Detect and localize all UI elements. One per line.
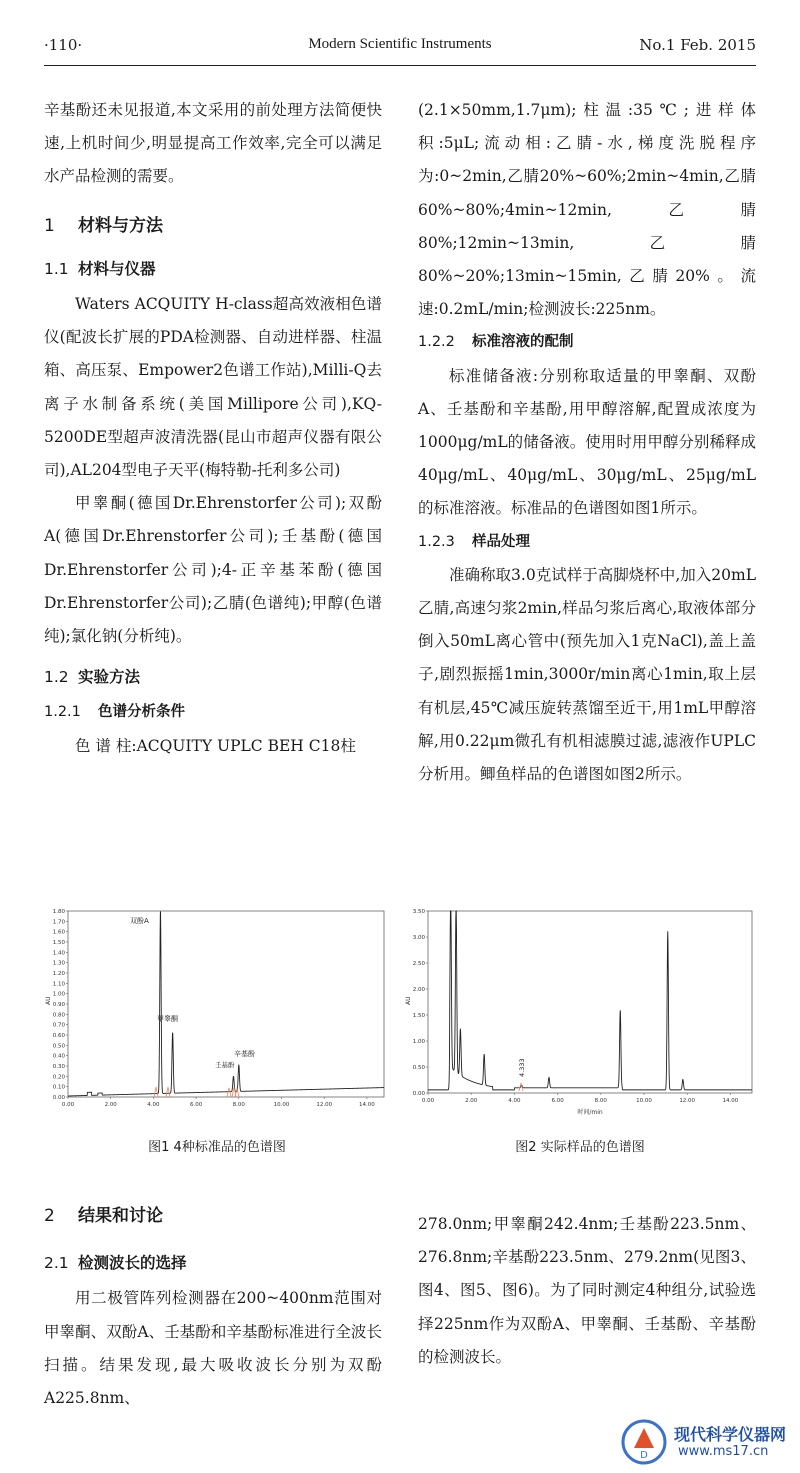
- section-2-heading: 2 结果和讨论: [44, 1206, 163, 1226]
- conditions-paragraph: (2.1×50mm,1.7μm);柱温:35℃;进样体积:5μL;流动相:乙腈-水,梯度洗脱程序为:0~2min,乙腈20%~60%;2min~4min,乙腈60%~80%;4min~12min,乙腈80%;12min~13min,乙腈80%~20%;13min~15min,乙腈20%。流速:0.2mL/min;检测波长:225nm。: [418, 101, 756, 319]
- figure-1-y-tick-label: 1.20: [52, 971, 65, 977]
- figure-1-y-tick-label: 1.50: [52, 940, 65, 946]
- figure-1-peak-label: 辛基酚: [234, 1050, 255, 1058]
- watermark-logo: [620, 1418, 668, 1466]
- figure-1-y-tick-label: 1.60: [52, 929, 65, 936]
- figure-1-peak-label: 壬基酚: [215, 1061, 235, 1069]
- issue-info: No.1 Feb. 2015: [639, 36, 756, 54]
- figure-1-x-tick-label: 0.00: [61, 1102, 75, 1108]
- watermark-name: 现代科学仪器网: [674, 1425, 787, 1444]
- figure-1-peak-label: 双酚A: [130, 917, 149, 925]
- figure-1-peak-label: 甲睾酮: [157, 1015, 178, 1023]
- figure-2-x-tick-label: 12.00: [679, 1098, 696, 1104]
- figure-2-xlabel: 时间/min: [577, 1109, 603, 1116]
- figure-1-y-tick-label: 0.40: [52, 1053, 65, 1060]
- figure-1-y-tick-label: 0.90: [52, 1002, 65, 1008]
- figure-1-y-tick-label: 1.30: [52, 960, 65, 967]
- figure-1-x-tick-label: 2.00: [104, 1102, 117, 1108]
- figure-2-y-tick-label: 2.00: [412, 987, 425, 993]
- watermark-url: www.ms17.cn: [678, 1444, 769, 1459]
- figure-1-ylabel: AU: [45, 996, 52, 1005]
- figure-2-y-tick-label: 2.50: [412, 961, 425, 967]
- figure-1-y-tick-label: 0.10: [52, 1084, 65, 1091]
- figure-2-x-tick-label: 2.00: [465, 1098, 478, 1104]
- figure-1-x-tick-label: 12.00: [316, 1102, 333, 1108]
- figure-2-chromatogram: [404, 905, 756, 1120]
- figure-1-y-tick-label: 0.60: [52, 1033, 65, 1039]
- svg-text:D: D: [640, 1450, 648, 1461]
- column-paragraph: 色 谱 柱:ACQUITY UPLC BEH C18柱: [75, 736, 356, 755]
- figure-2-x-tick-label: 0.00: [421, 1098, 435, 1104]
- section-1-2-heading: 1.2 实验方法: [44, 668, 141, 687]
- lower-right-column: [418, 1208, 756, 1374]
- figure-1-y-tick-label: 0.50: [52, 1043, 65, 1050]
- section-1-heading: 1 材料与方法: [44, 215, 163, 236]
- figure-2-ylabel: AU: [405, 996, 412, 1005]
- figure-2-x-tick-label: 4.00: [508, 1098, 521, 1104]
- section-1-2-3-heading: 1.2.3 样品处理: [418, 533, 530, 550]
- figure-1-frame: [68, 911, 384, 1097]
- figure-1-chromatogram: [44, 905, 390, 1120]
- figure-1-x-tick-label: 10.00: [273, 1102, 290, 1108]
- figure-2-svg: [404, 905, 756, 1120]
- figure-1-y-tick-label: 0.80: [52, 1012, 65, 1019]
- figure-2-y-tick-label: 3.00: [412, 935, 425, 941]
- figure-2-trace: [428, 911, 752, 1090]
- figure-2-frame: [428, 911, 752, 1093]
- figure-2-y-tick-label: 1.00: [412, 1039, 425, 1045]
- scan-paragraph: 用二极管阵列检测器在200~400nm范围对甲睾酮、双酚A、壬基酚和辛基酚标准进行全波长扫描。结果发现,最大吸收波长分别为双酚A225.8nm、: [44, 1289, 382, 1408]
- figure-2-y-tick-label: 0.50: [412, 1065, 425, 1071]
- figure-1-caption: 图1 4种标准品的色谱图: [148, 1140, 286, 1155]
- figure-2-caption: 图2 实际样品的色谱图: [515, 1140, 645, 1155]
- section-2-1-heading: 2.1 检测波长的选择: [44, 1254, 187, 1273]
- section-1-2-1-heading: 1.2.1 色谱分析条件: [44, 704, 185, 721]
- figure-2-y-tick-label: 1.50: [412, 1013, 425, 1019]
- figure-1-x-tick-label: 14.00: [359, 1102, 375, 1108]
- result-paragraph: 278.0nm;甲睾酮242.4nm;壬基酚223.5nm、276.8nm;辛基酚223.5nm、279.2nm(见图3、图4、图5、图6)。为了同时测定4种组分,试验选择225nm作为双酚A、甲睾酮、壬基酚、辛基酚的检测波长。: [418, 1215, 756, 1366]
- running-header: [44, 36, 756, 60]
- journal-name: Modern Scientific Instruments: [308, 36, 492, 52]
- right-column: [418, 94, 756, 791]
- figure-1-y-tick-label: 0.00: [52, 1095, 65, 1101]
- page-number: ·110·: [44, 36, 83, 54]
- section-1-1-heading: 1.1 材料与仪器: [44, 259, 156, 278]
- figure-1-y-tick-label: 1.00: [52, 991, 65, 998]
- reagents-paragraph: 甲睾酮(德国Dr.Ehrenstorfer公司);双酚A(德国Dr.Ehrenstorfer公司);壬基酚(德国Dr.Ehrenstorfer公司);4-正辛基苯酚(德国Dr.Ehrenstorfer公司);乙腈(色谱纯);甲醇(色谱纯);氯化钠(分析纯)。: [44, 494, 382, 646]
- standard-paragraph: 标准储备液:分别称取适量的甲睾酮、双酚A、壬基酚和辛基酚,用甲醇溶解,配置成浓度为1000μg/mL的储备液。使用时用甲醇分别稀释成40μg/mL、40μg/mL、30μg/mL、25μg/mL的标准溶液。标准品的色谱图如图1所示。: [418, 366, 756, 518]
- figure-1-y-tick-label: 1.10: [52, 981, 65, 988]
- figure-1-x-tick-label: 6.00: [189, 1102, 203, 1108]
- intro-paragraph: 辛基酚还未见报道,本文采用的前处理方法简便快速,上机时间少,明显提高工作效率,完全可以满足水产品检测的需要。: [44, 101, 382, 186]
- figure-1-y-tick-label: 1.40: [52, 950, 65, 957]
- figure-2-x-tick-label: 10.00: [636, 1098, 652, 1104]
- figure-2-peak-label: 4.333: [518, 1058, 526, 1077]
- figure-1-x-tick-label: 4.00: [147, 1102, 160, 1108]
- figure-1-y-tick-label: 1.80: [52, 909, 65, 915]
- figure-1-y-tick-label: 1.70: [52, 919, 65, 926]
- figure-2-x-tick-label: 14.00: [722, 1098, 739, 1104]
- figure-2-y-tick-label: 3.50: [412, 909, 425, 915]
- figure-2-x-tick-label: 8.00: [594, 1098, 607, 1104]
- figure-1-svg: [44, 905, 390, 1120]
- section-1-2-2-heading: 1.2.2 标准溶液的配制: [418, 334, 574, 351]
- watermark: [620, 1418, 790, 1468]
- header-rule: [44, 65, 756, 66]
- figure-2-x-tick-label: 6.00: [551, 1098, 564, 1104]
- figure-1-y-tick-label: 0.70: [52, 1022, 65, 1029]
- sample-paragraph: 准确称取3.0克试样于高脚烧杯中,加入20mL乙腈,高速匀浆2min,样品匀浆后离心,取液体部分倒入50mL离心管中(预先加入1克NaCl),盖上盖子,剧烈振摇1min,3000r/min离心1min,取上层有机层,45℃减压旋转蒸馏至近干,用1mL甲醇溶解,用0.22μm微孔有机相滤膜过滤,滤液作UPLC分析用。鲫鱼样品的色谱图如图2所示。: [418, 565, 756, 784]
- figure-1-x-tick-label: 8.00: [232, 1102, 245, 1108]
- instruments-paragraph: Waters ACQUITY H-class超高效液相色谱仪(配波长扩展的PDA检测器、自动进样器、柱温箱、高压泵、Empower2色谱工作站),Milli-Q去离子水制备系统(美国Millipore公司),KQ-5200DE型超声波清洗器(昆山市超声仪器有限公司),AL204型电子天平(梅特勒-托利多公司): [44, 295, 382, 480]
- figure-2-y-tick-label: 0.00: [412, 1091, 425, 1097]
- figure-1-y-tick-label: 0.30: [52, 1064, 65, 1070]
- left-column: [44, 94, 382, 763]
- lower-left-column: [44, 1200, 382, 1415]
- figure-1-y-tick-label: 0.20: [52, 1074, 65, 1081]
